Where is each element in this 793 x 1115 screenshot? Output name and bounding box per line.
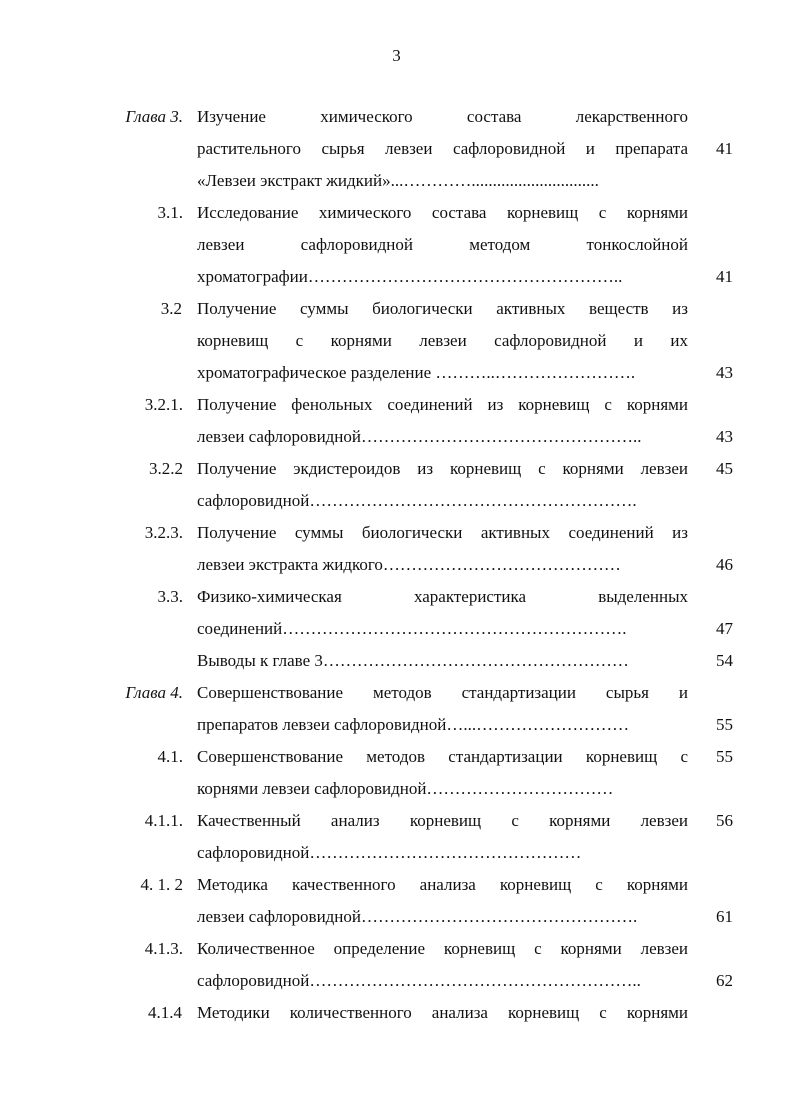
toc-entry-title-line: препаратов левзеи сафлоровидной…...……………………… xyxy=(197,715,630,734)
toc-page-number: 46 xyxy=(716,555,733,574)
toc-entry-title-line: сафлоровидной…………………………………………………. xyxy=(197,491,637,510)
page-number: 3 xyxy=(392,46,401,65)
section-number: 3.2.3. xyxy=(144,523,183,542)
toc-page-number: 61 xyxy=(716,907,733,926)
section-number: 4.1.1. xyxy=(144,811,183,830)
toc-entry-title-line: корневищ с корнями левзеи сафлоровидной и их xyxy=(197,331,688,350)
section-number: 3.2 xyxy=(160,299,182,318)
toc-page-number: 62 xyxy=(716,971,733,990)
section-number: 3.3. xyxy=(157,587,183,606)
toc-page-number: 56 xyxy=(716,811,733,830)
toc-entry-title-line: соединений……………………………………………………. xyxy=(197,619,627,638)
toc-entry-title-line: Выводы к главе 3……………………………………………… xyxy=(197,651,629,670)
section-number: 3.2.2 xyxy=(149,459,183,478)
toc-page-number: 55 xyxy=(716,747,733,766)
chapter-label: Глава 3. xyxy=(125,107,183,126)
toc-entry-title-line: сафлоровидной………………………………………… xyxy=(197,843,582,862)
toc-entry-title-line: Качественный анализ корневищ с корнями левзеи xyxy=(197,811,688,830)
toc-entry-title-line: Методики количественного анализа корневищ с корнями xyxy=(197,1003,688,1022)
toc-entry-title-line: растительного сырья левзеи сафлоровидной и препарата xyxy=(197,139,688,158)
toc-page-number: 41 xyxy=(716,267,733,286)
toc-entry-title-line: Получение экдистероидов из корневищ с корнями левзеи xyxy=(197,459,688,478)
toc-page-number: 43 xyxy=(716,363,733,382)
section-number: 4.1.3. xyxy=(144,939,183,958)
toc-entry-title-line: Получение суммы биологически активных соединений из xyxy=(197,523,688,542)
toc-entry-title-line: Получение фенольных соединений из корневищ с корнями xyxy=(197,395,688,414)
toc-page-number: 47 xyxy=(716,619,733,638)
toc-entry-title-line: хроматографии……………………………………………….. xyxy=(197,267,623,286)
section-number: 3.2.1. xyxy=(144,395,183,414)
toc-entry-title-line: Физико-химическая характеристика выделенных xyxy=(197,587,688,606)
toc-page-number: 41 xyxy=(716,139,733,158)
toc-entry-title-line: Совершенствование методов стандартизации корневищ с xyxy=(197,747,688,766)
toc-entry-title-line: левзеи сафлоровидной методом тонкослойной xyxy=(197,235,688,254)
toc-entry-title-line: левзеи сафлоровидной…………………………………………. xyxy=(197,907,638,926)
toc-entry-title-line: хроматографическое разделение ………..……………………. xyxy=(197,363,636,382)
toc-entry-title-line: Изучение химического состава лекарственного xyxy=(197,107,688,126)
toc-entry-title-line: сафлоровидной………………………………………………….. xyxy=(197,971,641,990)
toc-entry-title-line: Методика качественного анализа корневищ с корнями xyxy=(197,875,688,894)
toc-entry-title-line: Получение суммы биологически активных веществ из xyxy=(197,299,688,318)
toc-page-number: 45 xyxy=(716,459,733,478)
toc-entry-title-line: левзеи экстракта жидкого…………………………………… xyxy=(197,555,621,574)
section-number: 4.1.4 xyxy=(148,1003,182,1022)
section-number: 4.1. xyxy=(157,747,183,766)
toc-entry-title-line: левзеи сафлоровидной………………………………………….. xyxy=(197,427,642,446)
toc-entry-title-line: корнями левзеи сафлоровидной…………………………… xyxy=(197,779,614,798)
toc-entry-title-line: «Левзеи экстракт жидкий»...………….............................. xyxy=(197,171,599,190)
toc-page-number: 55 xyxy=(716,715,733,734)
section-number: 3.1. xyxy=(157,203,183,222)
toc-entry-title-line: Исследование химического состава корневищ с корнями xyxy=(197,203,688,222)
section-number: 4. 1. 2 xyxy=(140,875,183,894)
toc-page-number: 54 xyxy=(716,651,733,670)
toc-entry-title-line: Количественное определение корневищ с корнями левзеи xyxy=(197,939,688,958)
chapter-label: Глава 4. xyxy=(125,683,183,702)
toc-entry-title-line: Совершенствование методов стандартизации сырья и xyxy=(197,683,688,702)
toc-page-number: 43 xyxy=(716,427,733,446)
